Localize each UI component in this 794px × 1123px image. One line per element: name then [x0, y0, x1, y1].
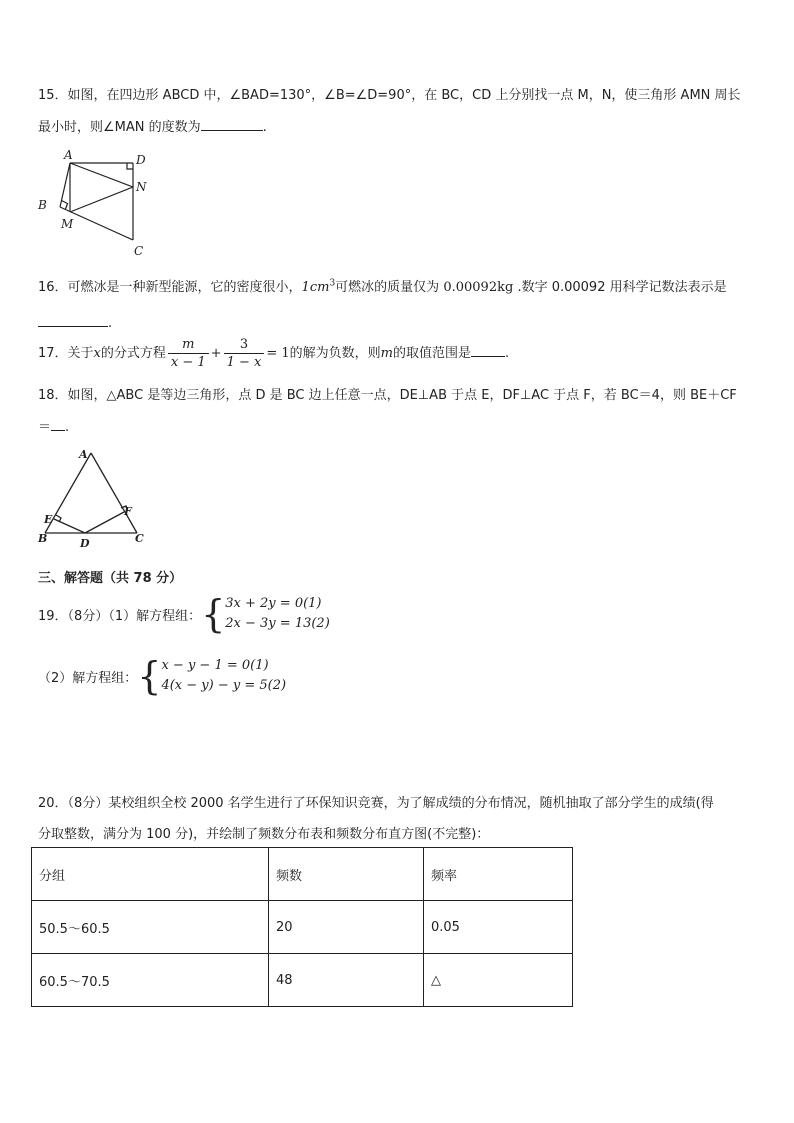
q19-system-2: [161, 656, 286, 696]
segment-DF: [85, 512, 124, 533]
q18-end: .: [65, 420, 70, 435]
q16-line1: [38, 276, 727, 295]
label-C: C: [135, 532, 144, 545]
right-angle-D: [127, 163, 133, 169]
q19-part2: [38, 656, 286, 696]
q17-text-2: 的分式方程: [100, 346, 166, 361]
table-header-row: [32, 848, 573, 901]
table-row: [32, 901, 573, 954]
q17-frac1-denominator: x − 1: [170, 355, 206, 370]
q18-text-2: ＝: [38, 420, 52, 435]
table-cell: 0.05: [424, 901, 573, 954]
edge-AB: [60, 163, 70, 207]
q19-brace-1: {: [201, 592, 226, 636]
q17-plus: +: [210, 346, 222, 361]
q18-figure: [32, 445, 157, 553]
label-A: A: [79, 448, 88, 461]
q17-frac2-denominator: 1 − x: [226, 355, 262, 370]
q16-text-1: 16．可燃冰是一种新型能源，它的密度很小，: [38, 280, 302, 295]
q16-unit-exponent: 3: [329, 278, 336, 289]
q15-line2-text: 最小时，则∠MAN 的度数为: [38, 120, 201, 135]
q15-figure: [30, 145, 160, 260]
label-D: D: [80, 537, 90, 550]
q19-part2-label: （2）解方程组：: [38, 670, 138, 686]
label-M: M: [61, 217, 74, 231]
label-B: B: [38, 198, 47, 212]
table-cell: 20: [269, 901, 424, 954]
q19-sys1-eq1: 3x + 2y = 0(1): [225, 596, 322, 611]
q19-brace-2: {: [137, 654, 162, 698]
segment-DE: [54, 519, 85, 533]
q16-line2: [38, 312, 112, 331]
table-cell: △: [424, 954, 573, 1007]
q19-sys1-eq2: 2x − 3y = 13(2): [225, 616, 330, 631]
q16-text-3: .数字 0.00092 用科学记数法表示是: [517, 280, 727, 295]
header-frequency: 频数: [269, 848, 424, 901]
q17-frac1-numerator: m: [168, 336, 209, 354]
segment-AN: [70, 163, 133, 187]
q17-text-1: 17．关于: [38, 346, 94, 361]
q17-equals: = 1: [266, 346, 290, 361]
answer-blank-18: [51, 416, 65, 431]
q15-end: .: [262, 120, 267, 135]
label-C: C: [134, 244, 144, 258]
q19-system-1: [225, 594, 330, 634]
answer-blank-15: [201, 116, 263, 131]
segment-MN: [70, 187, 133, 212]
q17-var-x: x: [93, 346, 101, 361]
table-cell: 50.5～60.5: [32, 901, 269, 954]
q16-mass: 0.00092kg: [443, 280, 514, 295]
q18-line1: 18．如图，△ABC 是等边三角形，点 D 是 BC 边上任意一点，DE⊥AB 于点 E，DF⊥AC 于点 F，若 BC＝4，则 BE＋CF: [38, 388, 737, 403]
answer-blank-17: [471, 342, 505, 357]
q20-line1: 20．（8分）某校组织全校 2000 名学生进行了环保知识竞赛，为了解成绩的分布情况，随机抽取了部分学生的成绩(得: [38, 796, 714, 811]
label-B: B: [38, 532, 48, 545]
frequency-table: [31, 847, 573, 1007]
q19-part1-label: 19．（8分）（1）解方程组：: [38, 608, 202, 624]
q17-var-m: m: [380, 346, 393, 361]
q17-line: [38, 336, 509, 371]
q17-text-4: 的取值范围是: [392, 346, 471, 361]
q15-line2: [38, 116, 267, 135]
answer-blank-16: [38, 312, 108, 327]
label-D: D: [136, 153, 146, 167]
q18-line2: [38, 416, 69, 435]
q17-end: .: [505, 346, 510, 361]
table-cell: 48: [269, 954, 424, 1007]
q16-end: .: [108, 316, 113, 331]
table-cell: 60.5～70.5: [32, 954, 269, 1007]
q20-line2: 分取整数，满分为 100 分)，并绘制了频数分布表和频数分布直方图(不完整)：: [38, 827, 490, 842]
q17-text-3: 的解为负数，则: [289, 346, 381, 361]
q17-fraction-1: [168, 336, 209, 371]
q15-line1: 15．如图，在四边形 ABCD 中，∠BAD=130°，∠B=∠D=90°，在 BC，CD 上分别找一点 M，N，使三角形 AMN 周长: [38, 88, 741, 103]
q16-unit: 1cm: [301, 280, 330, 295]
edge-AC: [91, 453, 137, 533]
q19-part1: [38, 594, 330, 634]
q19-sys2-eq2: 4(x − y) − y = 5(2): [161, 678, 287, 693]
q17-frac2-numerator: 3: [224, 336, 265, 354]
header-group: 分组: [32, 848, 269, 901]
label-E: E: [44, 513, 53, 526]
header-rate: 频率: [424, 848, 573, 901]
label-A: A: [64, 148, 73, 162]
section-3-heading: 三、解答题（共 78 分）: [38, 571, 183, 586]
q16-text-2: 可燃冰的质量仅为: [335, 280, 440, 295]
label-F: F: [124, 505, 132, 518]
q19-sys2-eq1: x − y − 1 = 0(1): [161, 658, 269, 673]
table-row: [32, 954, 573, 1007]
label-N: N: [136, 180, 147, 194]
q17-fraction-2: [224, 336, 265, 371]
